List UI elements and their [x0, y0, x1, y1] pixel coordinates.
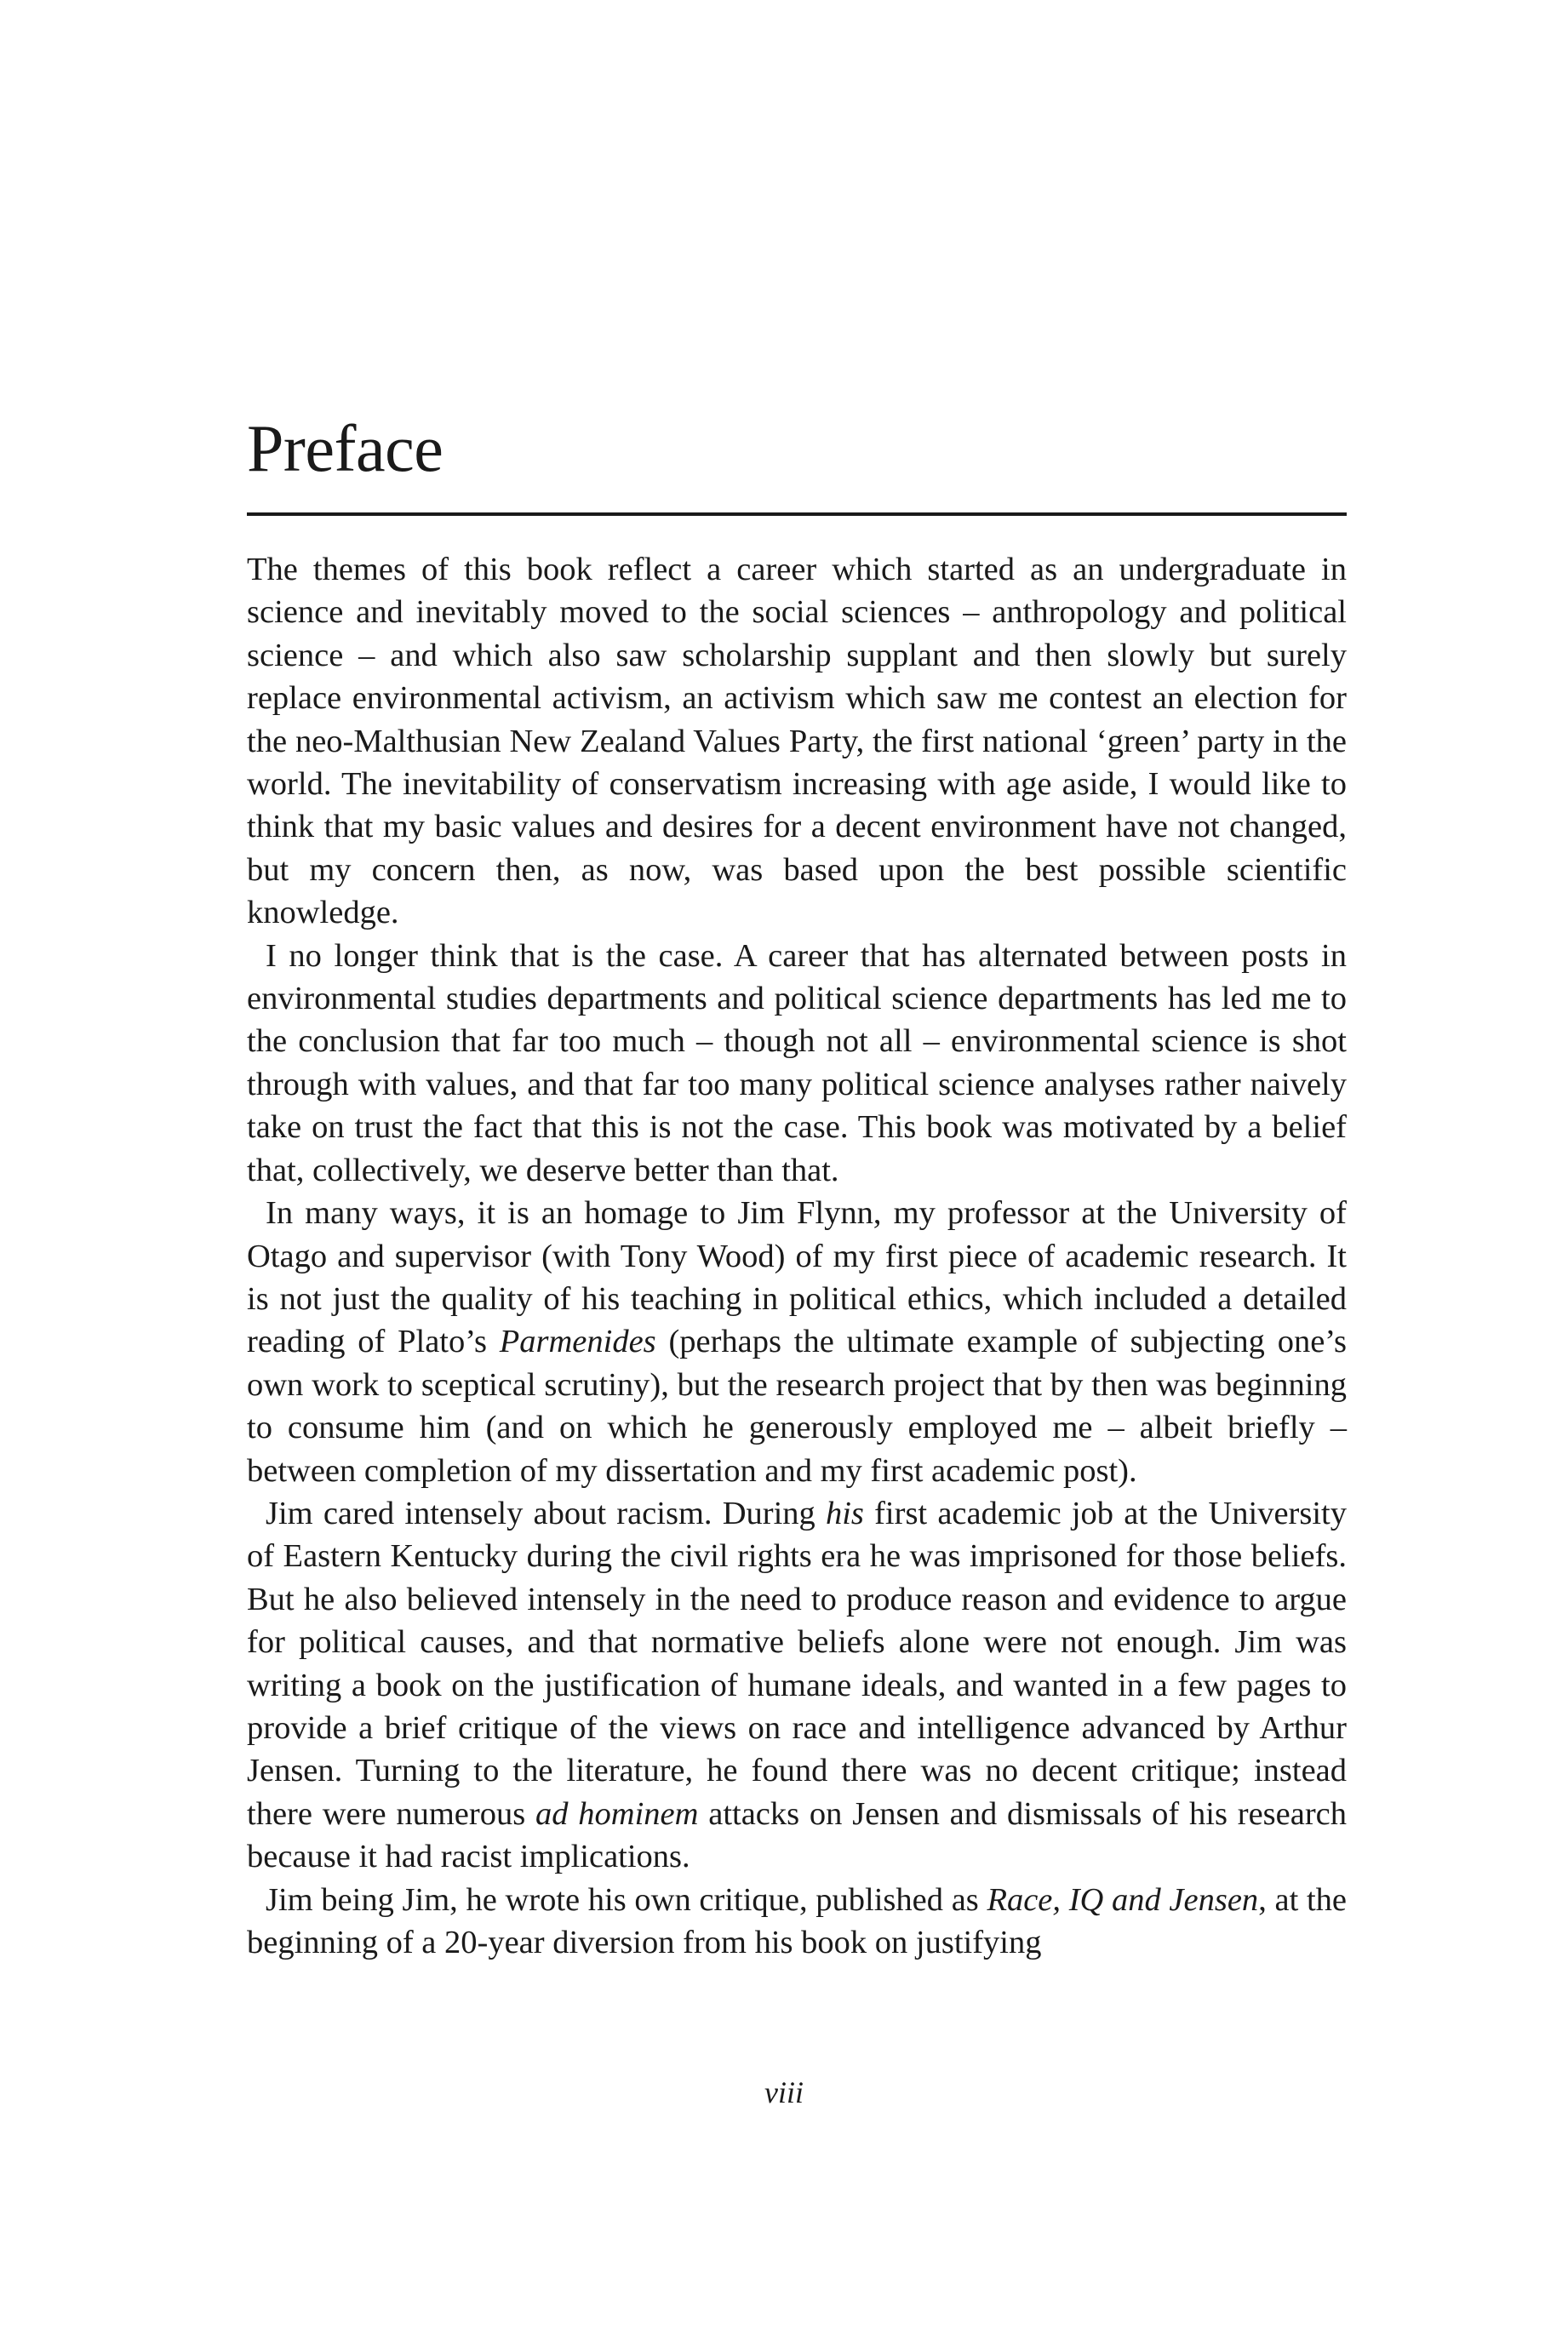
emphasis-ad-hominem: ad hominem	[535, 1795, 699, 1832]
paragraph-5-text-b: , at the beginning of a 20-year diversion from his book on justifying	[247, 1881, 1347, 1960]
page-number: viii	[764, 2075, 804, 2109]
paragraph-1	[247, 548, 1347, 935]
title-rule	[247, 512, 1347, 516]
paragraph-5	[247, 1879, 1347, 1965]
paragraph-4-text-b: first academic job at the University of Eastern Kentucky during the civil rights era he was imprisoned for those beliefs. But he also believed intensely in the need to produce reason and evidence to argue for political causes, and that normative beliefs alone were not enough. Jim was writing a book on the justification of humane ideals, and wanted in a few pages to provide a brief critique of the views on race and intelligence advanced by Arthur Jensen. Turning to the literature, he found there was no decent critique; instead there were numerous	[247, 1495, 1347, 1832]
body-text	[247, 548, 1347, 1964]
paragraph-3-text-b: (perhaps the ultimate example of subjecting one’s own work to sceptical scrutiny), but the research project that by then was beginning to consume him (and on which he generously employed me – albeit briefly – between completion of my dissertation and my first academic post).	[247, 1324, 1347, 1489]
paragraph-4-text-c: attacks on Jensen and dismissals of his research because it had racist implications.	[247, 1795, 1347, 1875]
paragraph-2-text: I no longer think that is the case. A career that has alternated between posts in environmental studies departments and political science departments has led me to the conclusion that far too much – though not all – environmental science is shot through with values, and that far too many political science analyses rather naively take on trust the fact that this is not the case. This book was motivated by a belief that, collectively, we deserve better than that.	[247, 937, 1347, 1188]
paragraph-3-text-a: In many ways, it is an homage to Jim Flynn, my professor at the University of Otago and supervisor (with Tony Wood) of my first piece of academic research. It is not just the quality of his teaching in political ethics, which included a detailed reading of Plato’s	[247, 1195, 1347, 1360]
race-iq-jensen-title: Race, IQ and Jensen	[987, 1881, 1259, 1918]
parmenides-title: Parmenides	[499, 1324, 656, 1360]
paragraph-1-text: The themes of this book reflect a career which started as an undergraduate in science and inevitably moved to the social sciences – anthropology and political science – and which also saw scholarship supplant and then slowly but surely replace environmental activism, an activism which saw me contest an election for the neo-Malthusian New Zealand Values Party, the first national ‘green’ party in the world. The inevitability of conservatism increasing with age aside, I would like to think that my basic values and desires for a decent environment have not changed, but my concern then, as now, was based upon the best possible scientific knowledge.	[247, 552, 1347, 931]
paragraph-5-text-a: Jim being Jim, he wrote his own critique, published as	[266, 1881, 987, 1918]
paragraph-3	[247, 1192, 1347, 1492]
page-title: Preface	[247, 411, 444, 485]
emphasis-his: his	[825, 1495, 864, 1531]
paragraph-2	[247, 935, 1347, 1192]
paragraph-4	[247, 1492, 1347, 1879]
paragraph-4-text-a: Jim cared intensely about racism. During	[266, 1495, 826, 1531]
